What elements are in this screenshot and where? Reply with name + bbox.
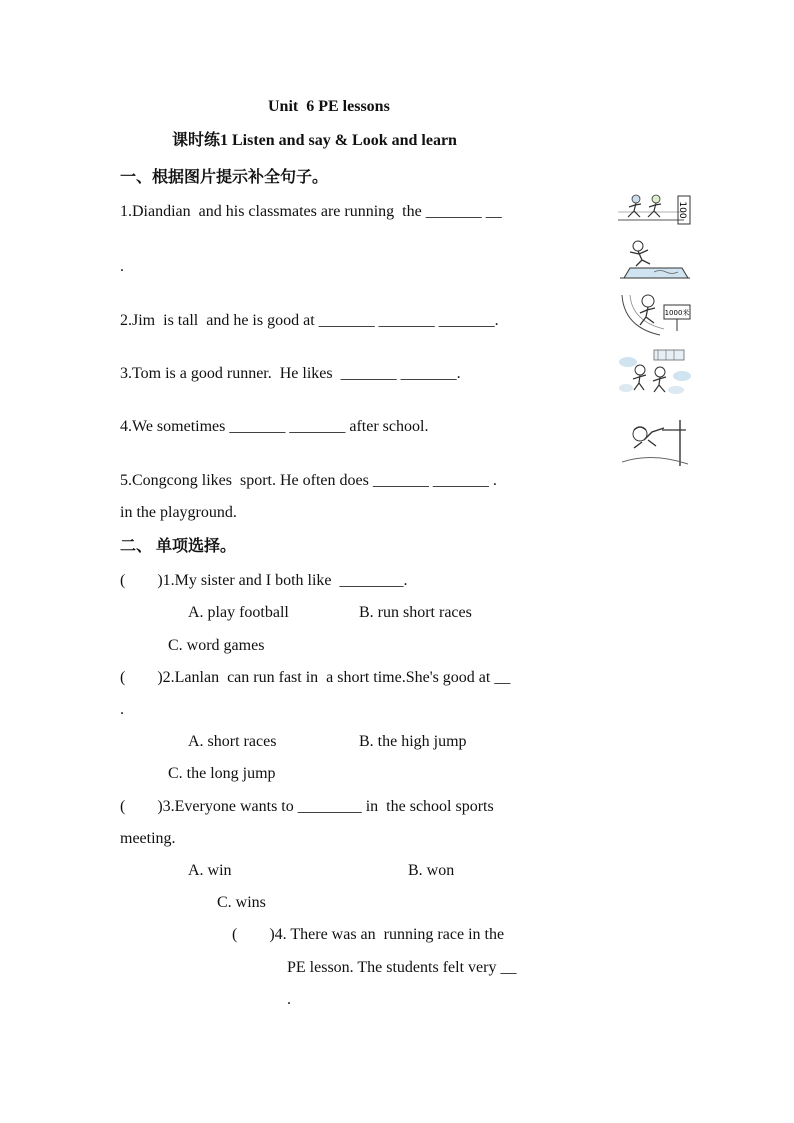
question-2-text: 2.Jim is tall and he is good at _______ _______ _______. (120, 312, 499, 329)
children-playing-icon (618, 348, 692, 396)
choice-3-option-b: B. won (408, 862, 455, 879)
question-3-text: 3.Tom is a good runner. He likes _______ _______. (120, 365, 461, 382)
race-distance-label: 100 (677, 201, 687, 219)
choice-3-option-a: A. win (188, 862, 232, 879)
high-jump-icon (622, 412, 690, 468)
section-2-heading: 二、 单项选择。 (120, 538, 237, 555)
choice-1-option-c: C. word games (168, 637, 265, 654)
choice-1-option-b: B. run short races (359, 604, 472, 621)
page-title: Unit 6 PE lessons (268, 98, 390, 115)
choice-2-option-a: A. short races (188, 733, 277, 750)
choice-1-option-a: A. play football (188, 604, 289, 621)
choice-question-2-end: . (120, 701, 124, 718)
runner-1000m-icon (620, 291, 694, 337)
page-subtitle: 课时练1 Listen and say & Look and learn (172, 132, 457, 149)
question-4-text: 4.We sometimes _______ _______ after school. (120, 418, 429, 435)
long-jump-icon (620, 238, 690, 282)
choice-question-4: ( )4. There was an running race in the (232, 926, 505, 943)
race-distance-sign: 1000米 (664, 309, 690, 317)
section-1-heading: 一、根据图片提示补全句子。 (120, 169, 329, 186)
choice-question-3-end: meeting. (120, 830, 176, 847)
choice-question-3: ( )3.Everyone wants to ________ in the school sports (120, 798, 494, 815)
choice-2-option-c: C. the long jump (168, 765, 276, 782)
choice-question-4-cont: PE lesson. The students felt very __ (287, 959, 517, 976)
question-5-text: 5.Congcong likes sport. He often does _______ _______ . (120, 472, 497, 489)
choice-question-4-end: . (287, 991, 291, 1008)
choice-question-1: ( )1.My sister and I both like ________. (120, 572, 408, 589)
choice-question-2: ( )2.Lanlan can run fast in a short time.She's good at __ (120, 669, 511, 686)
question-1-end: . (120, 258, 124, 275)
question-1-text: 1.Diandian and his classmates are running the _______ __ (120, 203, 502, 220)
running-race-100m-icon (618, 190, 694, 228)
question-5-end: in the playground. (120, 504, 237, 521)
choice-3-option-c: C. wins (217, 894, 266, 911)
choice-2-option-b: B. the high jump (359, 733, 467, 750)
